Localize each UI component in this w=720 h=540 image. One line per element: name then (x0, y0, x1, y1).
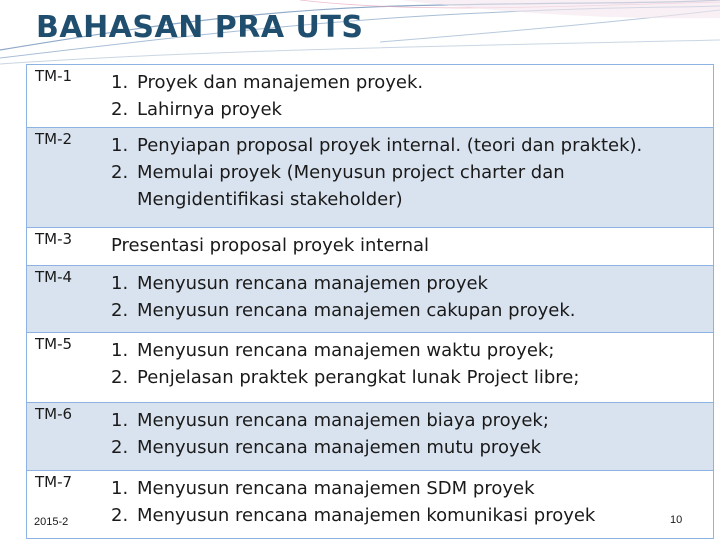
item-text: Menyusun rencana manajemen waktu proyek; (137, 340, 555, 361)
session-code: TM-3 (27, 228, 102, 266)
item-text: Proyek dan manajemen proyek. (137, 72, 424, 93)
item-number: 1. (111, 72, 129, 93)
item-text: Menyusun rencana manajemen komunikasi proyek (137, 505, 596, 526)
item-text: Menyusun rencana manajemen biaya proyek; (137, 410, 549, 431)
session-code: TM-5 (27, 333, 102, 403)
session-code: TM-2 (27, 128, 102, 228)
session-code: TM-7 (27, 471, 102, 539)
item-number: 1. (111, 478, 129, 499)
item-text: Menyusun rencana manajemen mutu proyek (137, 437, 542, 458)
table-row (27, 333, 714, 403)
list-item (111, 434, 707, 461)
session-content (101, 128, 714, 228)
list-item (111, 297, 707, 324)
item-continuation: Mengidentifikasi stakeholder) (137, 189, 403, 210)
table-row (27, 128, 714, 228)
session-content (101, 471, 714, 539)
list-item (111, 337, 707, 364)
item-text: Penyiapan proposal proyek internal. (teori dan praktek). (137, 135, 643, 156)
item-text: Menyusun rencana manajemen proyek (137, 273, 488, 294)
item-number: 1. (111, 135, 129, 156)
item-number: 2. (111, 505, 129, 526)
list-item (111, 132, 707, 159)
footer-date: 2015-2 (34, 516, 69, 528)
item-text: Penjelasan praktek perangkat lunak Project libre; (137, 367, 580, 388)
list-item (111, 475, 707, 502)
table-row (27, 266, 714, 333)
list-item (111, 96, 707, 123)
list-item (111, 407, 707, 434)
list-item (111, 69, 707, 96)
item-text: Menyusun rencana manajemen SDM proyek (137, 478, 535, 499)
item-number: 2. (111, 162, 129, 183)
item-number: 2. (111, 99, 129, 120)
page-number: 10 (670, 514, 683, 526)
slide-title: BAHASAN PRA UTS (36, 10, 364, 45)
item-number: 1. (111, 410, 129, 431)
item-text: Menyusun rencana manajemen cakupan proyek. (137, 300, 576, 321)
item-text: Presentasi proposal proyek internal (111, 235, 430, 256)
item-number: 1. (111, 340, 129, 361)
session-code: TM-4 (27, 266, 102, 333)
session-content (101, 403, 714, 471)
session-code: TM-6 (27, 403, 102, 471)
session-content (101, 65, 714, 128)
list-item (111, 270, 707, 297)
session-code: TM-1 (27, 65, 102, 128)
table-row (27, 65, 714, 128)
session-content (101, 266, 714, 333)
item-number: 2. (111, 367, 129, 388)
item-text: Lahirnya proyek (137, 99, 282, 120)
item-number: 1. (111, 273, 129, 294)
list-item (111, 364, 707, 391)
table-row (27, 228, 714, 266)
item-number: 2. (111, 437, 129, 458)
table-row (27, 403, 714, 471)
session-content (101, 228, 714, 266)
session-content (101, 333, 714, 403)
agenda-table (26, 64, 714, 539)
list-item (111, 502, 707, 529)
list-item (111, 159, 707, 186)
table-row (27, 471, 714, 539)
item-number: 2. (111, 300, 129, 321)
item-text: Memulai proyek (Menyusun project charter dan (137, 162, 565, 183)
